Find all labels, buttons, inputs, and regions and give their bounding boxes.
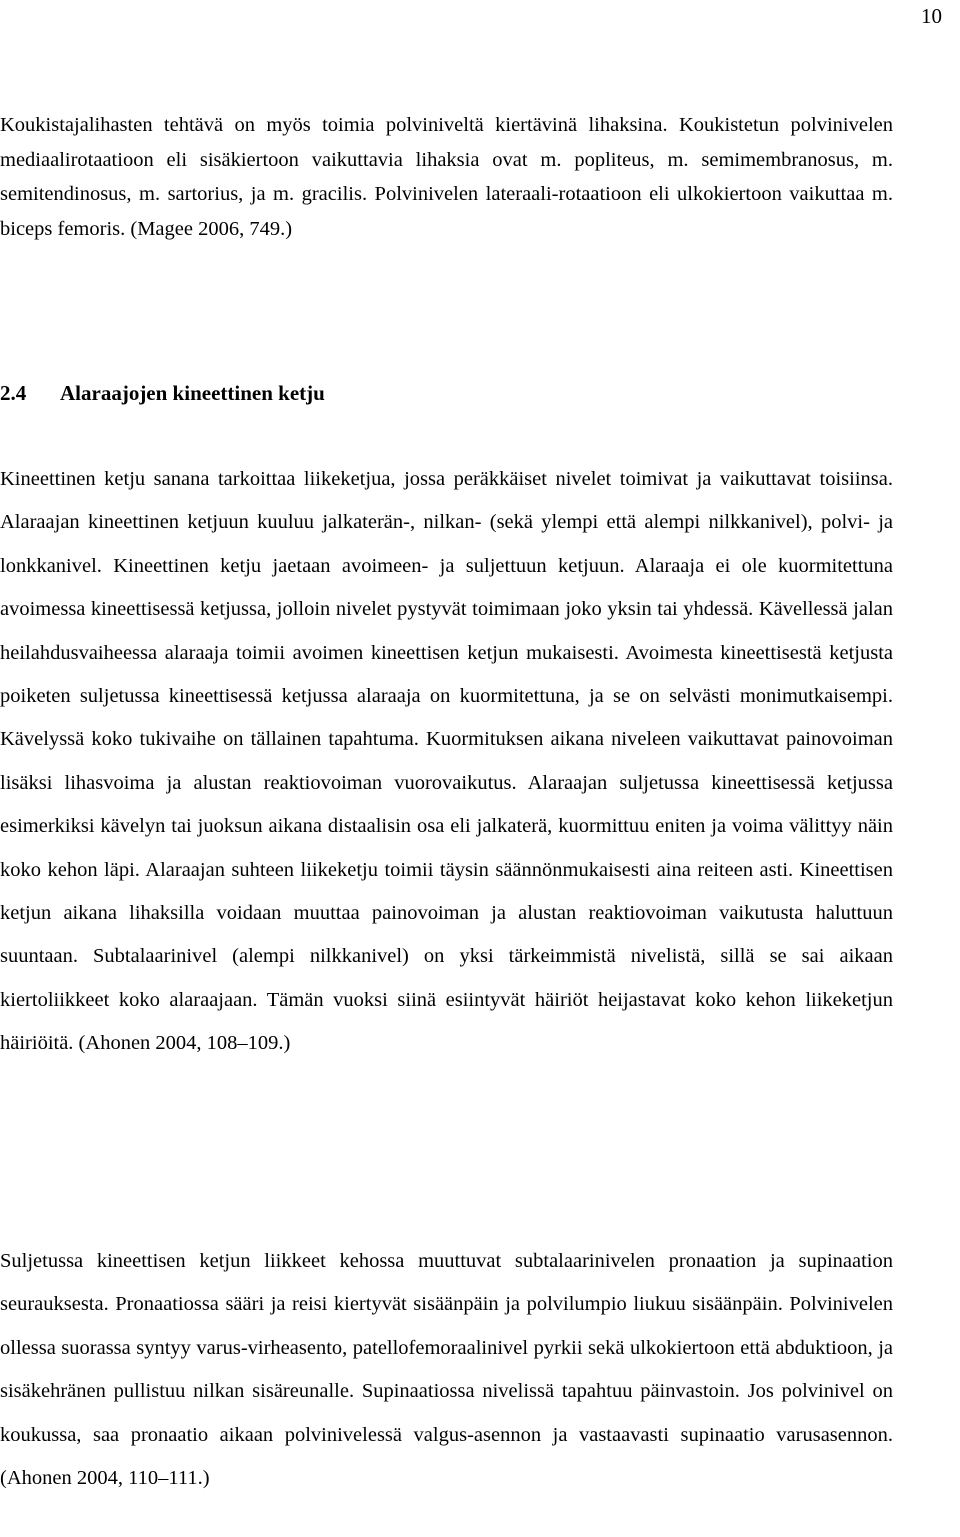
body-paragraph-hamstrings: Koukistajalihasten tehtävä on myös toimia polviniveltä kiertävinä lihaksina. Koukistetun polvinivelen mediaalirotaatioon eli sisäkiertoon vaikuttavia lihaksia ovat m. popliteus, m. semimembranosus, m. semitendinosus, m. sartorius, ja m. gracilis. Polvinivelen lateraali-rotaatioon eli ulkokiertoon vaikuttaa m. biceps femoris. (Magee 2006, 749.): [0, 114, 893, 240]
body-paragraph-kinetic-chain: Kineettinen ketju sanana tarkoittaa liikeketjua, jossa peräkkäiset nivelet toimivat ja vaikuttavat toisiinsa. Alaraajan kineettinen ketjuun kuuluu jalkaterän-, nilkan- (sekä ylempi että alempi nilkkanivel), polvi- ja lonkkanivel. Kineettinen ketju jaetaan avoimeen- ja suljettuun ketjuun. Alaraaja ei ole kuormitettuna avoimessa kineettisessä ketjussa, jolloin nivelet pystyvät toimimaan joko yksin tai yhdessä. Kävellessä jalan heilahdusvaiheessa alaraaja toimii avoimen kineettisen ketjun mukaisesti. Avoimesta kineettisestä ketjusta poiketen suljetussa kineettisessä ketjussa alaraaja on kuormitettuna, ja se on selvästi monimutkaisempi. Kävelyssä koko tukivaihe on tällainen tapahtuma. Kuormituksen aikana niveleen vaikuttavat painovoiman lisäksi lihasvoima ja alustan reaktiovoiman vuorovaikutus. Alaraajan suljetussa kineettisessä ketjussa esimerkiksi kävelyn tai juoksun aikana distaalisin osa eli jalkaterä, kuormittuu eniten ja voima välittyy näin koko kehon läpi. Alaraajan suhteen liikeketju toimii täysin säännönmukaisesti aina reiteen asti. Kineettisen ketjun aikana lihaksilla voidaan muuttaa painovoiman ja alustan reaktiovoiman vaikutusta haluttuun suuntaan. Subtalaarinivel (alempi nilkkanivel) on yksi tärkeimmistä nivelistä, sillä se sai aikaan kiertoliikkeet koko alaraajaan. Tämän vuoksi siinä esiintyvät häiriöt heijastavat koko kehon liikeketjun häiriöitä. (Ahonen 2004, 108–109.): [0, 468, 893, 1055]
body-paragraph-pronation-supination: Suljetussa kineettisen ketjun liikkeet kehossa muuttuvat subtalaarinivelen pronaation ja supinaation seurauksesta. Pronaatiossa sääri ja reisi kiertyvät sisäänpäin ja polvilumpio liukuu sisäänpäin. Polvinivelen ollessa suorassa syntyy varus-virheasento, patellofemoraalinivel pyrkii sekä ulkokiertoon että abduktioon, ja sisäkehränen pullistuu nilkan sisäreunalle. Supinaatiossa nivelissä tapahtuu päinvastoin. Jos polvinivel on koukussa, saa pronaatio aikaan polvinivelessä valgus-asennon ja vastaavasti supinaatio varusasennon. (Ahonen 2004, 110–111.): [0, 1250, 893, 1490]
section-number: 2.4: [0, 381, 27, 405]
section-heading: [0, 378, 325, 408]
page-number: 10: [921, 4, 942, 28]
section-title: Alaraajojen kineettinen ketju: [60, 381, 325, 405]
